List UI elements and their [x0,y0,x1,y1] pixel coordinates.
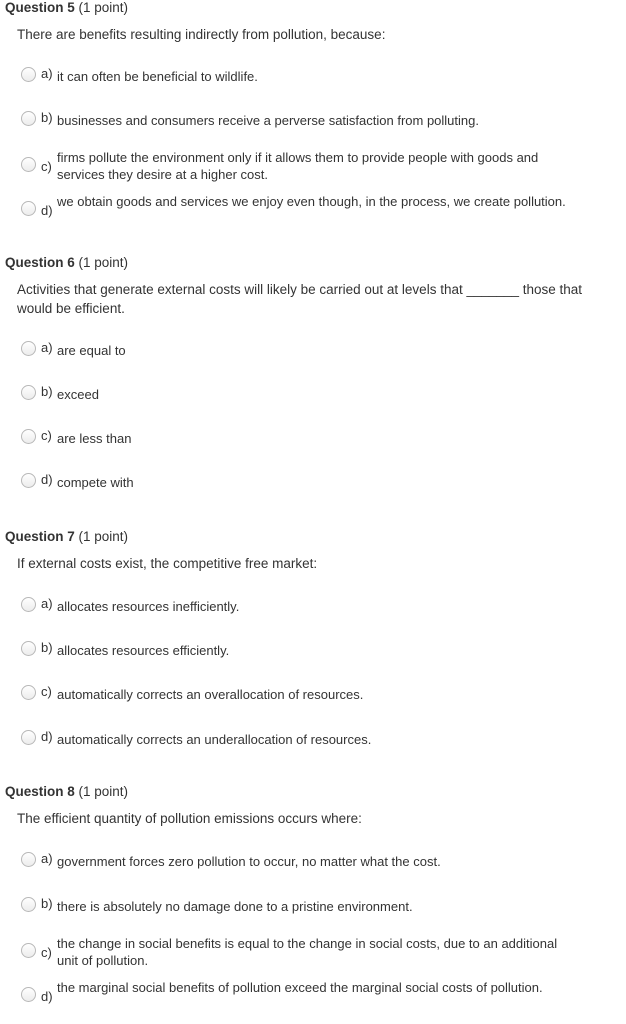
option-c[interactable] [21,429,611,459]
option-letter: a) [41,851,53,866]
radio-button[interactable] [21,157,36,172]
option-letter: c) [41,428,52,443]
option-a[interactable] [21,852,611,882]
option-letter: d) [41,729,53,744]
radio-button[interactable] [21,473,36,488]
option-a[interactable] [21,341,611,371]
question-prompt: Activities that generate external costs will likely be carried out at levels that _______ those that would be efficient. [17,282,583,316]
option-letter: d) [41,203,53,218]
option-text: businesses and consumers receive a perverse satisfaction from polluting. [57,113,479,128]
option-letter: c) [41,945,52,960]
option-letter: a) [41,596,53,611]
option-text: the marginal social benefits of pollution exceed the marginal social costs of pollution. [57,980,543,995]
question-prompt: If external costs exist, the competitive free market: [17,556,318,571]
radio-button[interactable] [21,987,36,1002]
option-d[interactable] [21,473,611,503]
radio-button[interactable] [21,943,36,958]
option-letter: b) [41,384,53,399]
option-letter: b) [41,896,53,911]
radio-button[interactable] [21,429,36,444]
radio-button[interactable] [21,341,36,356]
question-points: (1 point) [78,784,129,799]
option-letter: c) [41,159,52,174]
option-text: there is absolutely no damage done to a pristine environment. [57,899,413,914]
question-points: (1 point) [78,255,129,270]
option-letter: c) [41,684,52,699]
option-c[interactable] [21,936,611,969]
question-prompt: There are benefits resulting indirectly from pollution, because: [17,27,386,42]
option-text: government forces zero pollution to occur, no matter what the cost. [57,854,441,869]
option-d[interactable] [21,730,611,760]
question-header [5,529,128,544]
option-letter: b) [41,640,53,655]
option-letter: b) [41,110,53,125]
question-header [5,784,128,799]
radio-button[interactable] [21,67,36,82]
radio-button[interactable] [21,597,36,612]
option-b[interactable] [21,897,611,927]
question-title: Question 8 [5,784,75,799]
option-text: allocates resources inefficiently. [57,599,240,614]
option-text: exceed [57,387,99,402]
option-a[interactable] [21,597,611,627]
option-text: are equal to [57,343,126,358]
question-points: (1 point) [78,0,129,15]
option-text: we obtain goods and services we enjoy even though, in the process, we create pollution. [57,194,566,209]
option-d[interactable] [21,194,611,227]
option-text: automatically corrects an underallocation of resources. [57,732,372,747]
option-letter: a) [41,340,53,355]
question-title: Question 6 [5,255,75,270]
radio-button[interactable] [21,201,36,216]
option-letter: d) [41,472,53,487]
option-text: it can often be beneficial to wildlife. [57,69,258,84]
option-text: compete with [57,475,134,490]
option-b[interactable] [21,385,611,415]
radio-button[interactable] [21,897,36,912]
option-d[interactable] [21,980,611,1013]
option-b[interactable] [21,111,611,141]
radio-button[interactable] [21,641,36,656]
option-a[interactable] [21,67,611,97]
radio-button[interactable] [21,111,36,126]
option-letter: a) [41,66,53,81]
radio-button[interactable] [21,685,36,700]
option-b[interactable] [21,641,611,671]
option-text: the change in social benefits is equal to the change in social costs, due to an additional unit of pollution. [57,936,558,968]
option-text: firms pollute the environment only if it allows them to provide people with goods and services they desire at a higher cost. [57,150,539,182]
question-title: Question 5 [5,0,75,15]
option-text: automatically corrects an overallocation of resources. [57,687,364,702]
option-letter: d) [41,989,53,1004]
radio-button[interactable] [21,385,36,400]
question-prompt: The efficient quantity of pollution emissions occurs where: [17,811,362,826]
question-header [5,255,128,270]
option-c[interactable] [21,150,611,183]
radio-button[interactable] [21,730,36,745]
option-c[interactable] [21,685,611,715]
question-header [5,0,128,15]
question-points: (1 point) [78,529,129,544]
option-text: allocates resources efficiently. [57,643,230,658]
option-text: are less than [57,431,132,446]
question-title: Question 7 [5,529,75,544]
radio-button[interactable] [21,852,36,867]
